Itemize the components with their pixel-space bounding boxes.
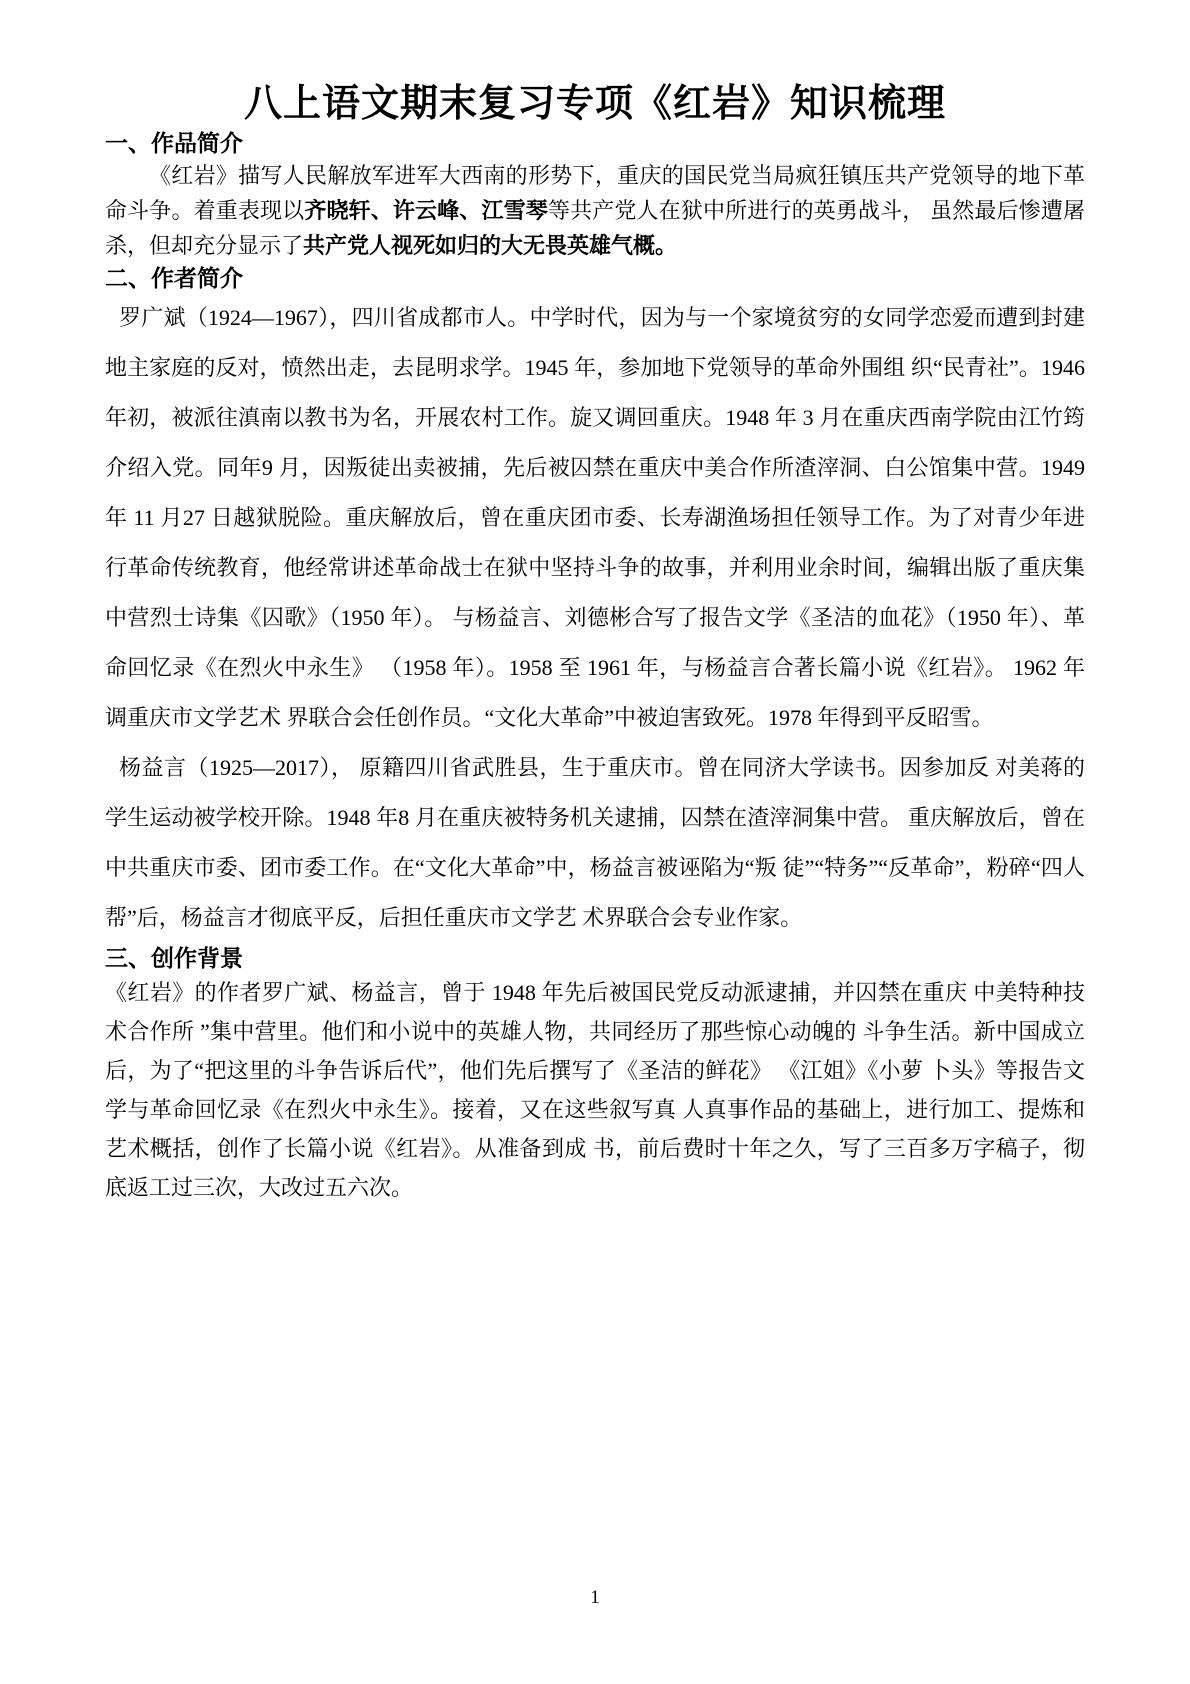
section-heading-creation-background: 三、创作背景: [105, 945, 243, 971]
section-heading-author-intro: 二、作者简介: [105, 265, 243, 291]
emphasis-bold-text: 齐晓轩、许云峰、江雪琴: [304, 198, 548, 223]
section-work-intro: [105, 128, 1085, 263]
body-text: 等共产党人在狱中所进行的英勇战斗， 虽然最后惨遭屠杀，但却充分显示了: [105, 198, 1085, 258]
paragraph-author-luo-guangbin: 罗广斌（1924—1967），四川省成都市人。中学时代，因为与一个家境贫穷的女同学恋爱而遭到封建地主家庭的反对，愤然出走，去昆明求学。1945 年，参加地下党领导的革命外围组 织“民青社”。1946 年初，被派往滇南以教书为名，开展农村工作。旋又调回重庆。1948 年 3 月在重庆西南学院由江竹筠介绍入党。同年9 月，因叛徒出卖被捕，先后被囚禁在重庆中美合作所渣滓洞、白公馆集中营。1949 年 11 月27 日越狱脱险。重庆解放后，曾在重庆团市委、长寿湖渔场担任领导工作。为了对青少年进行革命传统教育，他经常讲述革命战士在狱中坚持斗争的故事，并利用业余时间，编辑出版了重庆集中营烈士诗集《囚歌》（1950 年）。 与杨益言、刘德彬合写了报告文学《圣洁的血花》（1950 年）、革命回忆录《在烈火中永生》 （1958 年）。1958 至 1961 年，与杨益言合著长篇小说《红岩》。 1962 年调重庆市文学艺术 界联合会任创作员。“文化大革命”中被迫害致死。1978 年得到平反昭雪。: [105, 305, 1085, 730]
body-text: 《红岩》描写人民解放军进军大西南的形势下，重庆的国民党当局疯狂镇压共产党领导的地下革命斗争。着重表现以: [105, 163, 1085, 223]
paragraph-creation-background: 《红岩》的作者罗广斌、杨益言，曾于 1948 年先后被国民党反动派逮捕，并囚禁在重庆 中美特种技术合作所 ”集中营里。他们和小说中的英雄人物，共同经历了那些惊心动魄的 斗争生活。新中国成立后，为了“把这里的斗争告诉后代”，他们先后撰写了《圣洁的鲜花》 《江姐》《小萝 卜头》等报告文学与革命回忆录《在烈火中永生》。接着，又在这些叙写真 人真事作品的基础上，进行加工、提炼和艺术概括，创作了长篇小说《红岩》。从准备到成 书，前后费时十年之久，写了三百多万字稿子，彻底返工过三次，大改过五六次。: [105, 980, 1085, 1200]
section-heading-work-intro: 一、作品简介: [105, 130, 243, 156]
paragraph-work-intro: [105, 158, 1085, 263]
page-number: 1: [590, 1587, 600, 1608]
paragraph-author-yang-yiyan: 杨益言（1925—2017）， 原籍四川省武胜县，生于重庆市。曾在同济大学读书。因参加反 对美蒋的学生运动被学校开除。1948 年8 月在重庆被特务机关逮捕，囚禁在渣滓洞集中营。 重庆解放后，曾在中共重庆市委、团市委工作。在“文化大革命”中，杨益言被诬陷为“叛 徒”“特务”“反革命”，粉碎“四人帮”后，杨益言才彻底平反，后担任重庆市文学艺 术界联合会专业作家。: [105, 755, 1085, 930]
emphasis-bold-text: 共产党人视死如归的大无畏英雄气概。: [303, 233, 678, 258]
section-author-intro: [105, 263, 1085, 943]
section-creation-background: [105, 943, 1085, 1207]
page-title: 八上语文期末复习专项《红岩》知识梳理: [243, 83, 946, 125]
